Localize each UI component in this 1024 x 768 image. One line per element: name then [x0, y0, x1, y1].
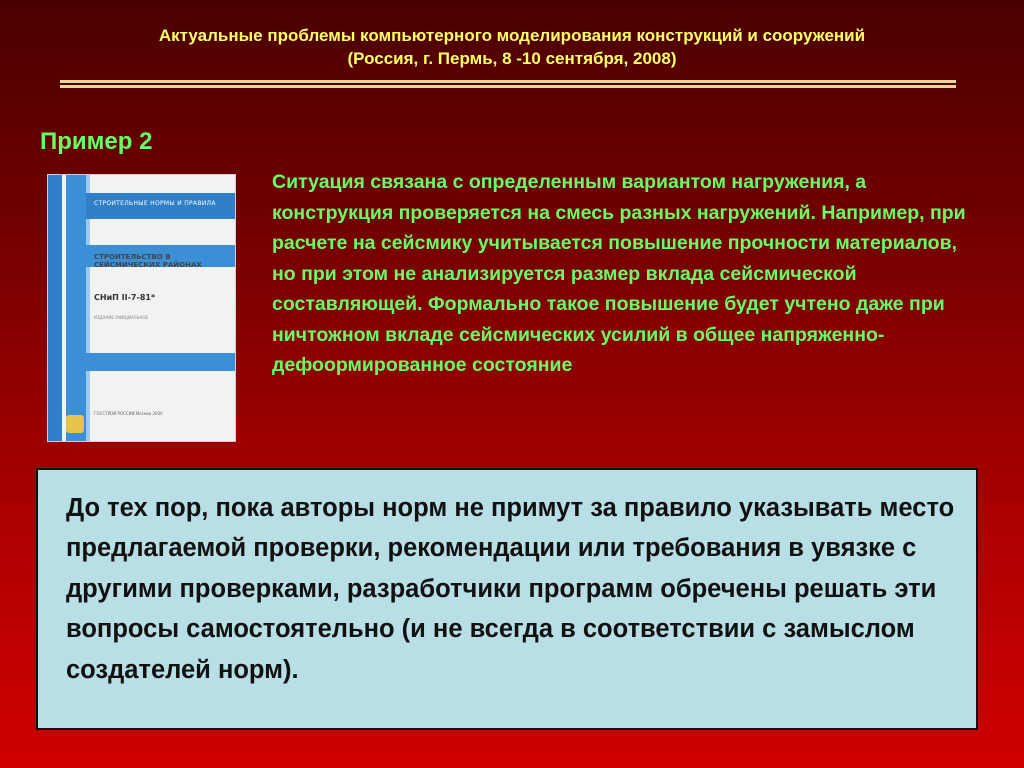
conference-title: Актуальные проблемы компьютерного моделирования конструкций и сооружений [158, 26, 866, 45]
divider-line-top [60, 80, 956, 83]
book-spine-strip [48, 175, 62, 441]
book-publisher: ГОССТРОЙ РОССИИ Москва 2000 [94, 411, 163, 416]
conclusion-callout [36, 468, 978, 730]
book-bottom-band [86, 353, 235, 371]
book-series: СТРОИТЕЛЬНЫЕ НОРМЫ И ПРАВИЛА [94, 200, 216, 207]
snip-book-cover-image [48, 175, 235, 441]
conference-location-date: (Россия, г. Пермь, 8 -10 сентября, 2008) [347, 49, 677, 68]
book-blue-band [66, 175, 86, 441]
header-divider [60, 80, 956, 88]
example-description: Ситуация связана с определенным вариантом нагружения, а конструкция проверяется на смесь разных нагружений. Например, при расчете на сейсмику учитывается повышение прочности материалов, но при этом не анализируется размер вклада сейсмической составляющей. Формально такое повышение будет учтено даже при ничтожном вкладе сейсмических усилий в общее напряженно-дефоормированное состояние [272, 171, 966, 376]
example-title: Пример 2 [40, 128, 153, 155]
slide-header [0, 24, 1024, 70]
book-code: СНиП II-7-81* [94, 293, 156, 302]
book-emblem-icon [66, 415, 84, 433]
book-title: СТРОИТЕЛЬСТВО В СЕЙСМИЧЕСКИХ РАЙОНАХ [94, 253, 202, 269]
divider-line-bottom [60, 85, 956, 88]
conclusion-text: До тех пор, пока авторы норм не примут за правило указывать место предлагаемой проверки, рекомендации или требования в увязке с другими проверками, разработчики программ обречены решать эти вопросы самостоятельно (и не всегда в соответствии с замыслом создателей норм). [66, 494, 955, 684]
book-edition: ИЗДАНИЕ ОФИЦИАЛЬНОЕ [94, 315, 149, 320]
